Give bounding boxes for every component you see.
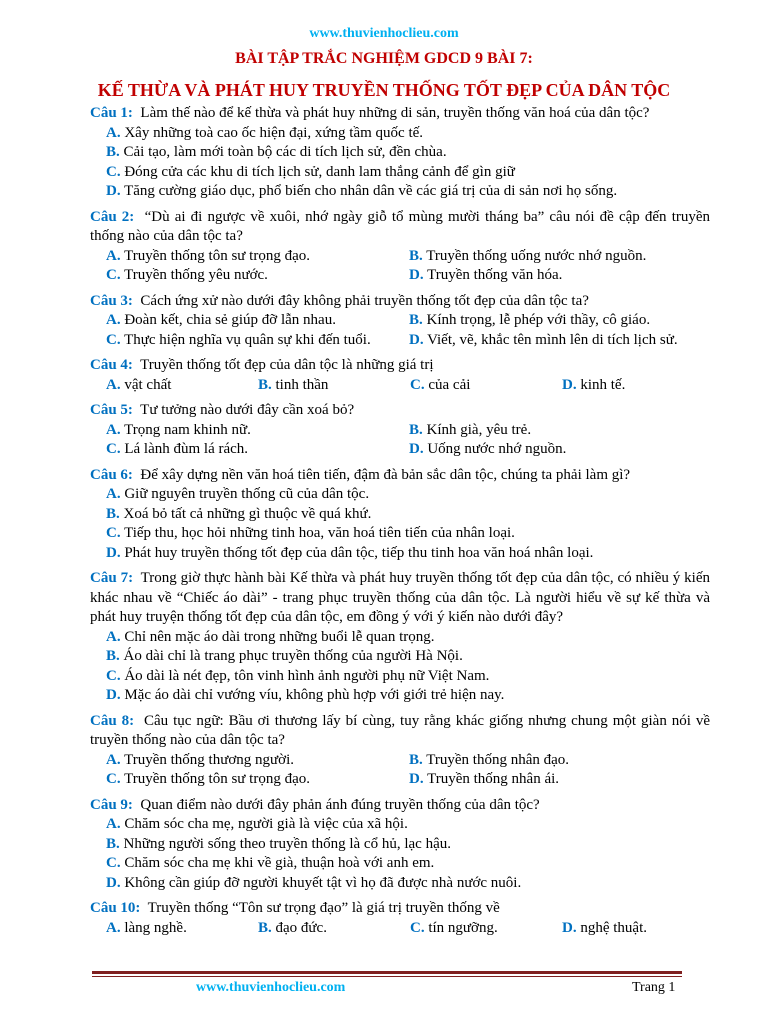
option-d: D. nghệ thuật. bbox=[562, 919, 647, 936]
option-b: B. Truyền thống uống nước nhớ nguồn. bbox=[409, 247, 647, 264]
footer-site-link[interactable]: www.thuvienhoclieu.com bbox=[196, 980, 346, 995]
question-8 bbox=[90, 712, 710, 790]
option-b: B. đạo đức. bbox=[258, 919, 327, 936]
option-d: D. Uống nước nhớ nguồn. bbox=[409, 441, 567, 457]
option-b: B. Xoá bỏ tất cả những gì thuộc về quá khứ. bbox=[106, 505, 372, 522]
option-b: B. Áo dài chỉ là trang phục truyền thống của người Hà Nội. bbox=[106, 648, 463, 664]
option-c: C. Lá lành đùm lá rách. bbox=[106, 441, 249, 457]
option-d: D. Phát huy truyền thống tốt đẹp của dân tộc, tiếp thu tinh hoa văn hoá nhân loại. bbox=[106, 544, 594, 561]
option-c: C. Áo dài là nét đẹp, tôn vinh hình ảnh người phụ nữ Việt Nam. bbox=[106, 667, 490, 684]
option-d: D. Truyền thống văn hóa. bbox=[409, 267, 563, 283]
question-text: Cách ứng xử nào dưới đây không phải truyền thống tốt đẹp của dân tộc ta? bbox=[140, 292, 589, 309]
footer-divider-thin bbox=[92, 976, 682, 977]
option-d: D. kinh tế. bbox=[562, 376, 626, 393]
option-a: A. Trọng nam khinh nữ. bbox=[106, 421, 251, 438]
option-c: C. Tiếp thu, học hỏi những tinh hoa, văn hoá tiên tiến của nhân loại. bbox=[106, 525, 515, 541]
worksheet-title: BÀI TẬP TRẮC NGHIỆM GDCD 9 BÀI 7: bbox=[235, 50, 533, 67]
question-text: Quan điểm nào dưới đây phản ánh đúng truyền thống của dân tộc? bbox=[140, 796, 540, 813]
option-c: C. Truyền thống tôn sư trọng đạo. bbox=[106, 771, 310, 787]
option-d: D. Không cần giúp đỡ người khuyết tật vì họ đã được nhà nước nuôi. bbox=[106, 874, 522, 891]
question-text: Câu tục ngữ: Bầu ơi thương lấy bí cùng, tuy rằng khác giống nhưng chung một giàn nói về truyền thống nào của dân tộc ta? bbox=[90, 712, 711, 748]
question-text: Làm thế nào để kế thừa và phát huy những di sản, truyền thống văn hoá của dân tộc? bbox=[140, 105, 650, 121]
question-number: Câu 1: bbox=[90, 105, 133, 121]
question-number: Câu 7: bbox=[90, 570, 134, 586]
option-b: B. Kính trọng, lễ phép với thầy, cô giáo. bbox=[409, 312, 651, 328]
question-text: Để xây dựng nền văn hoá tiên tiến, đậm đà bản sắc dân tộc, chúng ta phải làm gì? bbox=[140, 466, 631, 483]
option-d: D. Viết, vẽ, khắc tên mình lên di tích lịch sử. bbox=[409, 331, 678, 348]
option-b: B. Kính già, yêu trẻ. bbox=[409, 421, 532, 438]
question-number: Câu 5: bbox=[90, 402, 133, 418]
header-site-link[interactable]: www.thuvienhoclieu.com bbox=[309, 26, 459, 41]
question-6 bbox=[90, 466, 710, 564]
question-2 bbox=[90, 208, 710, 286]
question-number: Câu 4: bbox=[90, 357, 133, 373]
footer-divider-thick bbox=[92, 971, 682, 974]
question-text: Trong giờ thực hành bài Kế thừa và phát huy truyền thống tốt đẹp của dân tộc, có nhiều ý kiến khác nhau về “Chiếc áo dài” - trang phục truyền thống của dân tộc. Là người hiểu về sự kế thừa và phát huy truyện thống tốt đẹp của dân tộc, em đồng ý với ý kiến nào dưới đây? bbox=[90, 570, 711, 625]
option-c: C. Thực hiện nghĩa vụ quân sự khi đến tuổi. bbox=[106, 331, 371, 348]
option-a: A. Giữ nguyên truyền thống cũ của dân tộc. bbox=[106, 486, 370, 502]
question-number: Câu 9: bbox=[90, 796, 133, 813]
question-text: Tư tưởng nào dưới đây cần xoá bỏ? bbox=[140, 402, 355, 418]
option-a: A. Chỉ nên mặc áo dài trong những buổi lễ quan trọng. bbox=[106, 628, 435, 645]
question-number: Câu 8: bbox=[90, 712, 135, 729]
question-text: “Dù ai đi ngược về xuôi, nhớ ngày giỗ tổ mùng mười tháng ba” câu nói đề cập đến truyền thống nào của dân tộc ta? bbox=[90, 208, 711, 244]
option-a: A. Đoàn kết, chia sẻ giúp đỡ lẫn nhau. bbox=[106, 312, 336, 328]
question-3 bbox=[90, 292, 710, 351]
question-number: Câu 10: bbox=[90, 900, 141, 916]
option-a: A. Xây những toà cao ốc hiện đại, xứng tầm quốc tế. bbox=[106, 124, 424, 141]
question-number: Câu 3: bbox=[90, 292, 133, 309]
lesson-title: KẾ THỪA VÀ PHÁT HUY TRUYỀN THỐNG TỐT ĐẸP CỦA DÂN TỘC bbox=[97, 80, 671, 100]
option-c: C. tín ngưỡng. bbox=[410, 919, 498, 936]
option-b: B. Truyền thống nhân đạo. bbox=[409, 751, 570, 768]
option-b: B. tinh thần bbox=[258, 376, 329, 393]
question-4 bbox=[90, 356, 710, 395]
question-number: Câu 2: bbox=[90, 208, 135, 225]
question-9 bbox=[90, 796, 710, 894]
option-d: D. Mặc áo dài chỉ vướng víu, không phù hợp với giới trẻ hiện nay. bbox=[106, 687, 505, 703]
option-a: A. làng nghề. bbox=[106, 919, 187, 936]
option-d: D. Truyền thống nhân ái. bbox=[409, 771, 560, 787]
question-1 bbox=[90, 104, 710, 202]
option-c: C. Chăm sóc cha mẹ khi về già, thuận hoà với anh em. bbox=[106, 855, 435, 871]
option-c: C. của cải bbox=[410, 376, 471, 393]
option-c: C. Truyền thống yêu nước. bbox=[106, 267, 268, 283]
page-number: Trang 1 bbox=[632, 980, 676, 995]
question-list bbox=[90, 104, 710, 938]
question-7 bbox=[90, 569, 710, 706]
option-a: A. Truyền thống tôn sư trọng đạo. bbox=[106, 247, 310, 264]
option-b: B. Cải tạo, làm mới toàn bộ các di tích lịch sử, đền chùa. bbox=[106, 144, 447, 160]
option-c: C. Đóng cửa các khu di tích lịch sử, danh lam thắng cảnh để gìn giữ bbox=[106, 163, 515, 180]
option-a: A. Truyền thống thương người. bbox=[106, 751, 294, 768]
option-b: B. Những người sống theo truyền thống là cổ hủ, lạc hậu. bbox=[106, 835, 451, 852]
question-text: Truyền thống tốt đẹp của dân tộc là những giá trị bbox=[140, 357, 434, 373]
option-a: A. Chăm sóc cha mẹ, người già là việc của xã hội. bbox=[106, 816, 408, 832]
question-5 bbox=[90, 401, 710, 460]
question-number: Câu 6: bbox=[90, 466, 133, 483]
option-d: D. Tăng cường giáo dục, phổ biến cho nhân dân về các giá trị của di sản nơi họ sống. bbox=[106, 183, 618, 199]
option-a: A. vật chất bbox=[106, 376, 172, 393]
question-10 bbox=[90, 899, 710, 938]
question-text: Truyền thống “Tôn sư trọng đạo” là giá trị truyền thống về bbox=[147, 900, 500, 916]
